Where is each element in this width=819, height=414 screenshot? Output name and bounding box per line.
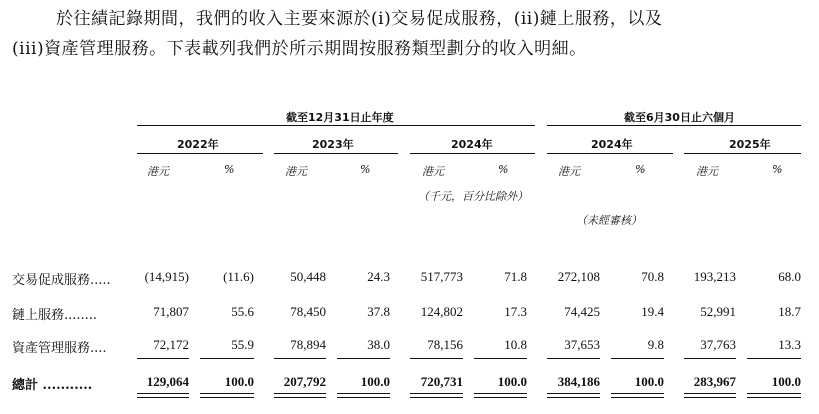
row-label-total: 總計 ........... bbox=[12, 378, 93, 393]
cell-row0-2024-hkd: 517,773 bbox=[420, 269, 463, 284]
cell-row2-2025h1-hkd: 37,763 bbox=[700, 337, 736, 352]
cell-row0-2024-pct: 71.8 bbox=[504, 269, 527, 284]
cell-row1-2024h1-pct: 19.4 bbox=[641, 304, 664, 319]
intro-line-2: (iii)資產管理服務。下表載列我們於所示期間按服務類型劃分的收入明細。 bbox=[12, 39, 587, 59]
cell-row1-2025h1-pct: 18.7 bbox=[778, 304, 801, 319]
intro-line-1: 於往績記錄期間，我們的收入主要來源於(i)交易促成服務，(ii)鏈上服務，以及 bbox=[56, 9, 663, 29]
unit-hkd-2024-h1: 港元 bbox=[558, 165, 580, 178]
cell-row0-2024h1-pct: 70.8 bbox=[641, 269, 664, 284]
period-header-2022: 2022年 bbox=[177, 138, 219, 151]
total-double-rule bbox=[747, 397, 801, 398]
cell-total-2025h1-pct: 100.0 bbox=[771, 374, 801, 389]
cell-row2-2025h1-pct: 13.3 bbox=[778, 337, 801, 352]
total-double-rule bbox=[337, 393, 390, 394]
total-double-rule bbox=[474, 393, 527, 394]
subtotal-rule bbox=[474, 358, 527, 359]
unit-pct-2023: % bbox=[360, 163, 371, 176]
subtotal-rule bbox=[274, 358, 326, 359]
total-double-rule bbox=[684, 393, 736, 394]
total-double-rule bbox=[410, 397, 463, 398]
total-double-rule bbox=[684, 397, 736, 398]
cell-row1-2024-hkd: 124,802 bbox=[420, 304, 463, 319]
cell-row0-2023-hkd: 50,448 bbox=[290, 269, 326, 284]
period-header-2024: 2024年 bbox=[451, 138, 493, 151]
cell-row1-2024-pct: 17.3 bbox=[504, 304, 527, 319]
cell-row0-2023-pct: 24.3 bbox=[367, 269, 390, 284]
cell-row2-2024h1-pct: 9.8 bbox=[647, 337, 664, 352]
cell-row1-2025h1-hkd: 52,991 bbox=[700, 304, 736, 319]
cell-total-2024-pct: 100.0 bbox=[497, 374, 527, 389]
row-label-asset-management: 資產管理服務.... bbox=[12, 341, 107, 356]
group-header-six-month: 截至6月30日止六個月 bbox=[624, 111, 735, 124]
total-double-rule bbox=[611, 397, 664, 398]
total-double-rule bbox=[137, 397, 189, 398]
cell-row0-2024h1-hkd: 272,108 bbox=[557, 269, 600, 284]
cell-total-2023-hkd: 207,792 bbox=[283, 374, 326, 389]
subtotal-rule bbox=[684, 358, 736, 359]
thousands-note: （千元，百分比除外） bbox=[418, 190, 528, 203]
unit-pct-2024-h1: % bbox=[635, 163, 646, 176]
total-double-rule bbox=[200, 397, 254, 398]
unit-hkd-2024: 港元 bbox=[422, 165, 444, 178]
unit-hkd-2025-h1: 港元 bbox=[696, 165, 718, 178]
total-double-rule bbox=[547, 393, 600, 394]
subtotal-rule bbox=[747, 358, 801, 359]
cell-row2-2024-hkd: 78,156 bbox=[427, 337, 463, 352]
total-double-rule bbox=[274, 393, 326, 394]
cell-total-2023-pct: 100.0 bbox=[360, 374, 390, 389]
unit-hkd-2022: 港元 bbox=[147, 165, 169, 178]
cell-row2-2023-hkd: 78,894 bbox=[290, 337, 326, 352]
period-header-2024-h1: 2024年 bbox=[591, 138, 633, 151]
total-double-rule bbox=[547, 397, 600, 398]
total-double-rule bbox=[474, 397, 527, 398]
cell-row0-2025h1-pct: 68.0 bbox=[778, 269, 801, 284]
period-rule-2022 bbox=[137, 153, 263, 154]
cell-total-2025h1-hkd: 283,967 bbox=[693, 374, 736, 389]
total-double-rule bbox=[337, 397, 390, 398]
cell-row0-2025h1-hkd: 193,213 bbox=[693, 269, 736, 284]
cell-row2-2024-pct: 10.8 bbox=[504, 337, 527, 352]
period-header-2023: 2023年 bbox=[312, 138, 354, 151]
cell-row0-2022-hkd: (14,915) bbox=[144, 269, 189, 284]
subtotal-rule bbox=[410, 358, 463, 359]
cell-total-2024h1-pct: 100.0 bbox=[634, 374, 664, 389]
cell-row1-2023-pct: 37.8 bbox=[367, 304, 390, 319]
period-rule-2024 bbox=[410, 153, 535, 154]
subtotal-rule bbox=[200, 358, 254, 359]
total-double-rule bbox=[200, 393, 254, 394]
row-label-on-chain: 鏈上服務........ bbox=[12, 308, 98, 323]
period-header-2025-h1: 2025年 bbox=[729, 138, 771, 151]
total-double-rule bbox=[274, 397, 326, 398]
unaudited-note: （未經審核） bbox=[576, 214, 642, 227]
cell-total-2022-hkd: 129,064 bbox=[146, 374, 189, 389]
cell-row2-2022-hkd: 72,172 bbox=[153, 337, 189, 352]
total-double-rule bbox=[611, 393, 664, 394]
cell-total-2024h1-hkd: 384,186 bbox=[557, 374, 600, 389]
period-rule-2024-h1 bbox=[547, 153, 673, 154]
cell-row2-2024h1-hkd: 37,653 bbox=[564, 337, 600, 352]
cell-total-2024-hkd: 720,731 bbox=[420, 374, 463, 389]
subtotal-rule bbox=[137, 358, 189, 359]
unit-hkd-2023: 港元 bbox=[285, 165, 307, 178]
group-rule-six-month bbox=[547, 125, 801, 126]
total-double-rule bbox=[410, 393, 463, 394]
cell-row1-2023-hkd: 78,450 bbox=[290, 304, 326, 319]
cell-row1-2022-hkd: 71,807 bbox=[153, 304, 189, 319]
unit-pct-2022: % bbox=[224, 163, 235, 176]
cell-row2-2023-pct: 38.0 bbox=[367, 337, 390, 352]
cell-row1-2024h1-hkd: 74,425 bbox=[564, 304, 600, 319]
cell-row1-2022-pct: 55.6 bbox=[231, 304, 254, 319]
cell-total-2022-pct: 100.0 bbox=[224, 374, 254, 389]
total-double-rule bbox=[137, 393, 189, 394]
period-rule-2023 bbox=[274, 153, 398, 154]
group-rule-year-end bbox=[137, 125, 535, 126]
cell-row2-2022-pct: 55.9 bbox=[231, 337, 254, 352]
cell-row0-2022-pct: (11.6) bbox=[223, 269, 254, 284]
subtotal-rule bbox=[611, 358, 664, 359]
period-rule-2025-h1 bbox=[684, 153, 801, 154]
row-label-transaction-facilitation: 交易促成服務..... bbox=[12, 273, 111, 288]
group-header-year-end: 截至12月31日止年度 bbox=[286, 111, 394, 124]
subtotal-rule bbox=[547, 358, 600, 359]
unit-pct-2024: % bbox=[498, 163, 509, 176]
total-double-rule bbox=[747, 393, 801, 394]
unit-pct-2025-h1: % bbox=[772, 163, 783, 176]
subtotal-rule bbox=[337, 358, 390, 359]
